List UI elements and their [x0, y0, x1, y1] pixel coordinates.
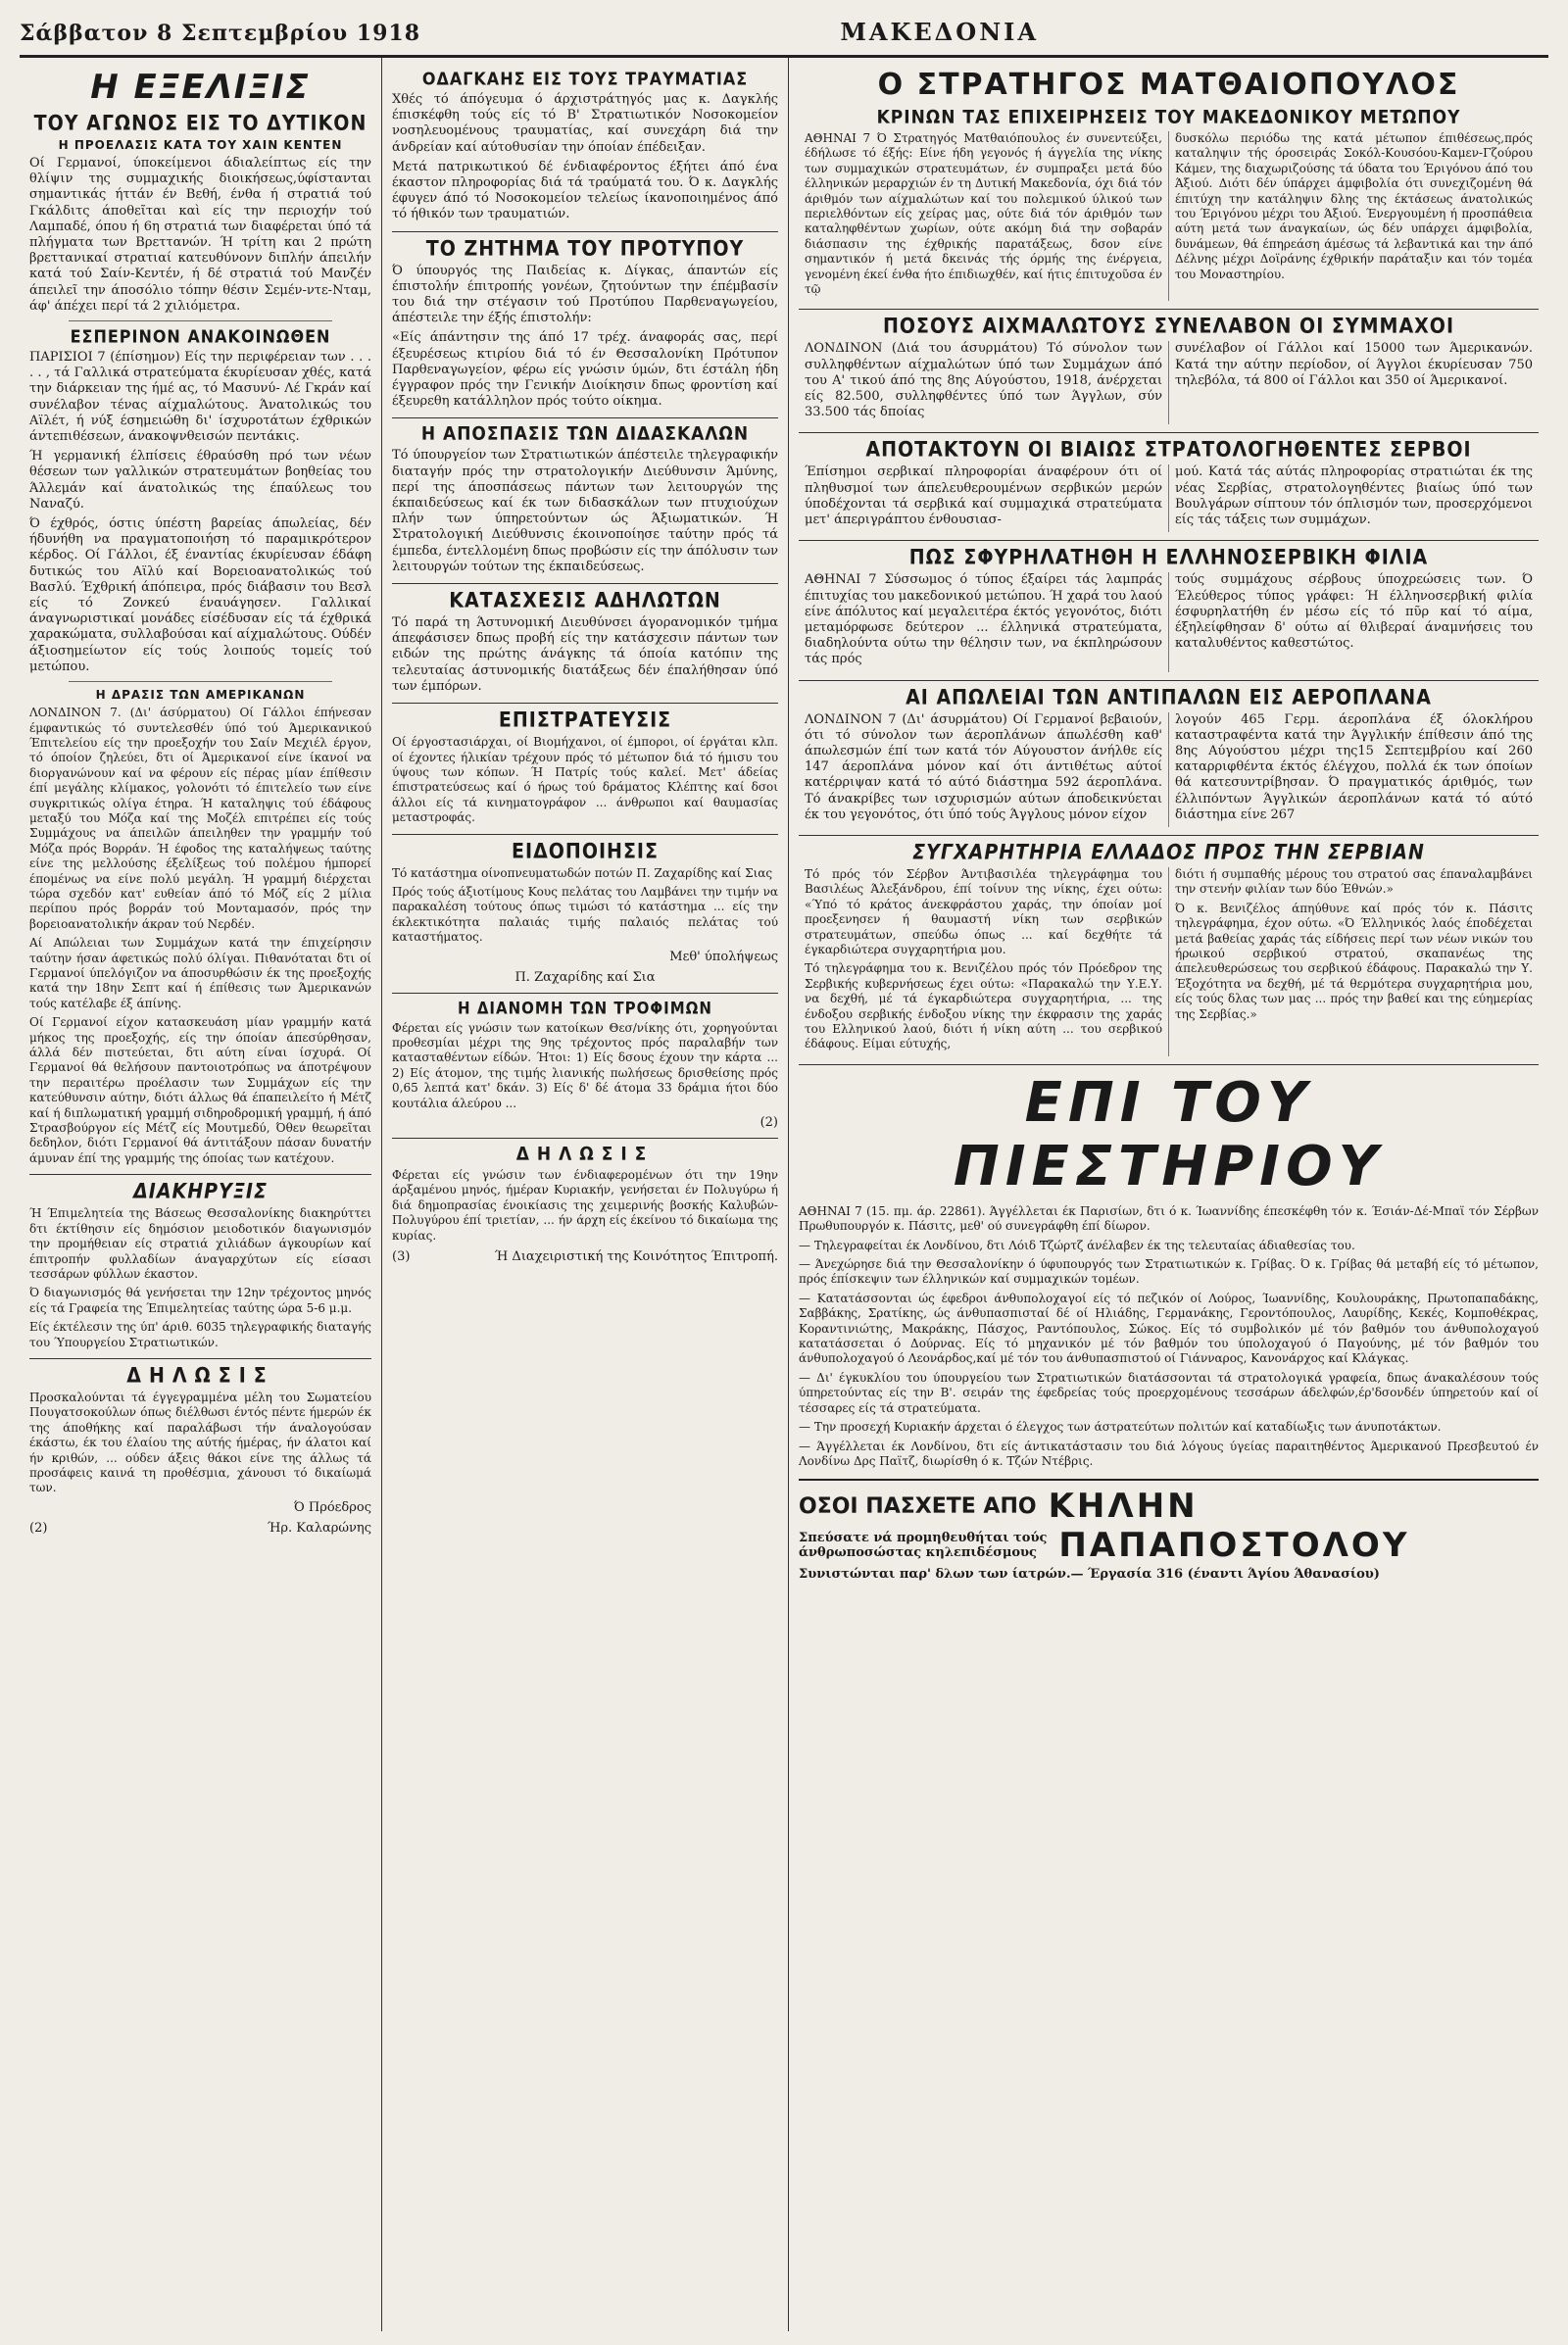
news-item: ΑΘΗΝΑΙ 7 (15. πμ. άρ. 22861). Άγγέλλεται έκ Παρισίων, δτι ό κ. Ίωαννίδης έπεσκέφθη τόν κ. Έσιάν-Δέ-Μπαϊ τόν Σέρβων Πρωθυπουργόν κ. Πάσιτς, μεθ' ού συνεγράφθη έπί δίωρον.: [799, 1203, 1539, 1234]
article-paragraph: ΑΘΗΝΑΙ 7 Ό Στρατηγός Ματθαιόπουλος έν συνεντεύξει, έδήλωσε τό έξής: Είνε ήδη γεγονός ή άγγελία της νίκης των συμμαχικών στρατευμάτων, έν συμπραξει μετά δύο έλληνικών μεραρχιών έν τη Δυτική Μακεδονία, όχι διά τόν άριθμόν των αίχμαλώτων καί του πολεμικού ύλικού των περιελθόντων είς χείρας μας, ούτε διά τόν άριθμόν των καταληφθέντων χωρίων, ούτε ακόμη διά την σοβαράν διάσπασιν της έχθρικής παρατάξεως, δσον είνε σημαντικόν ή μετά δκεινάς τής όρμής της ένέργεια, γενομένη έκεί ένθα ήτο έπιδιωχθέν, καί ήτις έπιτυχοῦσα έν τῷ: [805, 131, 1162, 297]
news-item: — Άγγέλλεται έκ Λονδίνου, δτι είς άντικατάστασιν του διά λόγους ύγείας παραιτηθέντος Άμερικανού Πρεσβευτού έν Λονδίνω Δρς Παϊτζ, διωρίσθη ό κ. Τζών Ντέβρις.: [799, 1439, 1539, 1468]
news-item: — Άνεχώρησε διά την Θεσσαλονίκην ό ύφυπουργός των Στρατιωτικών κ. Γρίβας. Ό κ. Γρίβας θά μεταβή είς τό μέτωπον, πρός έπίσκεψιν των έλληνικών καί συμμαχικών τομέων.: [799, 1257, 1539, 1287]
columns: [20, 58, 1548, 2331]
article-paragraph: Ή γερμανική έλπίσεις έθραύσθη πρό των νέων θέσεων των γαλλικών στρατευμάτων βοηθείας του Άλλεμάν καί άνατολικώς της έπαύλεως του Ναναζύ.: [29, 449, 371, 512]
article-paragraph: δυσκόλω περιόδω της κατά μέτωπον έπιθέσεως,πρός καταληψιν τής όροσειράς Σοκόλ-Κουσόου-Καμεν-Γζούρου Κάμεν, της διαχωριζούσης τά ύδατα του Έριγόνου άπό του Άξιού. Διότι δέν ύπάρχει άμφιβολία ότι συνεχιζομένη θά έπιτύχη την κατάληψιν δλης της έκτάσεως άνατολικώς του Έριγόνου μέχρι του Άξιού. Ένεργουμένη ή προσπάθεια αύτη μετά των άναγκαίων, ώς δέν υπάρχει άμφιβολία, δυνάμεων, θά έπηρεάση άμέσως τά λεβαντικά και την άπό Δέλνης μέχρι Δοϊράνης έχθρικήν παράταξιν και τόν τομέα του Μοναστηρίου.: [1175, 131, 1533, 281]
ad-line-1: [799, 1487, 1539, 1526]
ad-brand: ΠΑΠΑΠΟΣΤΟΛΟΥ: [1058, 1526, 1410, 1566]
news-item: — Κατατάσσονται ώς έφεδροι άνθυπολοχαγοί είς τό πεζικόν οί Λούρος, Ίωαννίδης, Κουλουράκης, Πρωτοπαπαδάκης, Σαββάκης, Σρατίκης, ώς άνθυπασπισταί δέ οί Ηλιάδης, Γερμανάκης, Γεροντόπουλος, Λαυρίδης, Κεκές, Κομποθέκρας, Κοραντινιώτης, Μακράκης, Πάσχος, Ραντόπουλος, Σώκος. Είς τό συμβολικόν μέ τόν βαθμόν του άνθυπολοχαγού κατατάσσεται ό Δούρνας. Είς τό μηχανικόν μέ τόν βαθμόν του ύπολοχαγού ό Παγούνης, μέ τόν βαθμόν του άνθυπολοχαγού ό Λεονάρδος,καί μέ τόν του άνθυπασπιστού οί Γιάνναρος, Κανονάρχος καί Κλάγκας.: [799, 1291, 1539, 1366]
headline-press: ΕΠΙ ΤΟΥ ΠΙΕΣΤΗΡΙΟΥ: [953, 1070, 1385, 1198]
article-two-columns: [799, 131, 1539, 301]
article-paragraph: συνέλαβον οί Γάλλοι καί 15000 των Άμερικανών. Κατά την αύτην περίοδον, οί Άγγλοι έκυρίευσαν 750 τηλεβόλα, τά 800 οί Γάλλοι και 350 οί Άμερικανοί.: [1175, 341, 1533, 388]
headline-mobilization: ΕΠΙΣΤΡΑΤΕΥΣΙΣ: [498, 708, 672, 733]
article-paragraph: Τό τηλεγράφημα του κ. Βενιζέλου πρός τόν Πρόεδρον της Σερβικής κυβερνήσεως έχει ούτω: «Παρακαλώ την Υ.Ε.Υ. να δεχθή, μέ τά έγκαρδιώτερα συγχαρητήρια, ... της ένδοξου σερβικής ένδοξου νίκης την έκφρασιν της χαράς του Ελληνικού λαού, διότι ή νίκη αύτη ... του σερβικού έδάφους. Είμαι εύτυχής,: [805, 961, 1162, 1051]
ad-text: ΟΣΟΙ ΠΑΣΧΕΤΕ ΑΠΟ: [799, 1493, 1037, 1519]
headline-kicker: Η ΠΡΟΕΛΑΣΙΣ ΚΑΤΑ ΤΟΥ ΧΑΙΝ ΚΕΝΤΕΝ: [58, 138, 343, 152]
footer-line: [392, 1249, 778, 1264]
article-paragraph: ΛΟΝΔΙΝΟΝ 7 (Δι' άσυρμάτου) Οί Γερμανοί βεβαιούν, ότι τό σύνολον των άεροπλάνων άπωλέσθη καθ' άπωλεσμών έπί των κατά τόν Αύγουστον άνήλθε είς 147 άεροπλάνα μόνον καί ότι άντιθέτως αύτοί κατέρριψαν κατά τό αύτό διάστημα 592 άεροπλάνα. Τό άνακρίβες των ισχυρισμών αύτων άποδεικνύεται έκ του γεγονότος, ότι ύπό τούς Άγγλους μόνον είχον: [805, 711, 1162, 822]
notice-number: (2): [29, 1520, 48, 1536]
article-paragraph: Ό κ. Βενιζέλος άπηύθυνε καί πρός τόν κ. Πάσιτς τηλεγράφημα, έχον ούτω. «Ό Έλληνικός λαός έποδέχεται μετά βαθείας χαράς τάς είδήσεις περί των νέων νικών του ήρωικού σερβικού στρατού, σκαπανέως της άπελευθερώσεως του σερβικού έδάφους. Παρακαλώ την Υ. Έξοχότητα να δεχθή, μέ τά θερμότερα συγχαρητήρια μου, είς τούς δλας των μας ... πρός την βαθεί και της εύημερίας της Σερβίας.»: [1175, 901, 1533, 1021]
article-paragraph: «Είς άπάντησιν της άπό 17 τρέχ. άναφοράς σας, περί έξευρέσεως κτιρίου διά τό έν Θεσσαλονίκη Πρότυπον Παρθεναγωγείον, φέρω είς γνώσιν ύμών, δτι έστάλη ήδη έγγραφον πρός την Γενικήν Διοίκησιν δπως φροντίση καί έξευρεθη κατάλληλον πρός τούτο οίκημα.: [392, 330, 778, 410]
headline-americans: Η ΔΡΑΣΙΣ ΤΩΝ ΑΜΕΡΙΚΑΝΩΝ: [95, 688, 306, 703]
ad-text: Σπεύσατε νά προμηθευθήται τούς: [799, 1531, 1048, 1546]
divider: [69, 681, 332, 682]
article-paragraph: ΛΟΝΔΙΝΟΝ 7. (Δι' άσύρματου) Οί Γάλλοι έπήνεσαν έμφαντικώς τό συντελεσθέν ύπό τού Άμερικανικού Έπιτελείου είς την προεξοχήν του Σαίν Μεχιέλ έργον, τό όποίον ζηλεύει, δτι οί Άμερικανοί είνε ίκανοί να διοργανώνουν καί να φέρουν είς πέρας μίαν έπίθεσιν έπί μεγάλης κλίμακος, γολονότι τό έπιτελείο των είνε συγκριτικώς ολίγα έτηρα. Ή καταληψις τού έδάφους μεταξύ του Μόζα καί της Μοζέλ επιτρέπει είς τούς Συμμάχους να άπειλῶν άπειληθεν την γραμμήν τού Μόζα πρός Βορράν. Ή έφοδος της καταλήψεως ταύτης είνε της μελλούσης έξελίξεως τού πολέμου ήμπορεί έπομένως να είνε πολύ μεγάλη. Ή γραμμή διέρχεται τώρα σχεδόν κατ' ευθείαν άπό τό Μόζ είς 2 μίλια περίπου πρός βορράν τού Μονταμασόν, πρός την βορειοανατολικήν άκραν τού Νερδέν.: [29, 706, 371, 931]
notice-paragraph: Φέρεται είς γνώσιν των ένδιαφερομένων ότι την 19ην άρξαμένου μηνός, ήμέραν Κυριακήν, γενήσεται έν Πολυγύρω ή διά δημοπρασίας ένοικίασις της χειμερινής βοσκής Καλυβών-Πολυγύρου έπί τριετίαν, ... ήν άρχη είς έκείνου τό δικαίωμα της κυρίας.: [392, 1168, 778, 1243]
divider: [69, 320, 332, 321]
article-paragraph: ΠΑΡΙΣΙΟΙ 7 (έπίσημον) Είς την περιφέρειαν των . . . . . , τά Γαλλικά στρατεύματα έκυρίευσαν χθές, κατά την διάρκειαν της ήμέ ας, τό Μασυνύ- Λέ Γκράν καί συνέλαβον τένας αίχμαλώτους. Άνατολικώς του Αϊλέτ, ή νύξ έσημειώθη δι' ίσχυροτάτων έχθρικών άντεπιθέσεων, άνακοψνθεισών πεντάκις.: [29, 350, 371, 445]
article-paragraph: Έπίσημοι σερβικαί πληροφορίαι άναφέρουν ότι οί πληθυσμοί των άπελευθερουμένων σερβικών μερών ύποδέχονται τά σερβικά καί συμμαχικά στρατεύματα μετ' άπεριγράπτου ένθουσιασ-: [805, 464, 1162, 528]
signature-name: Ήρ. Καλαρώνης: [267, 1520, 371, 1536]
ad-footer: Συνιστώνται παρ' δλων των ίατρών.— Έργασία 316 (έναντι Άγίου Άθανασίου): [799, 1567, 1380, 1583]
headline-declaration: ΔΗΛΩΣΙΣ: [126, 1363, 274, 1389]
headline-general: Ο ΣΤΡΑΤΗΓΟΣ ΜΑΤΘΑΙΟΠΟΥΛΟΣ: [877, 68, 1460, 102]
article-paragraph: Τό ύπουργείον των Στρατιωτικών άπέστειλε τηλεγραφικήν διαταγήν πρός την στρατολογικήν Διεύθυνσιν Άμύνης, περί της άποσπάσεως πάντων των λειτουργών της έκπαιδεύσεως καί έκ των διδασκάλων των πτυχιούχων πλήν των ύπηρετούντων ώς Άξιωματικών. Ή Στρατολογική Διεύθυνσις έκοινοποίησε ταύτην πρός τά έμπεδα, έντελλομένη δπως προβώσιν είς την άπόλυσιν των λειτουργών τούτων της έκπαιδεύσεως.: [392, 448, 778, 574]
article-paragraph: τούς συμμάχους σέρβους ύποχρεώσεις των. Ό Έλεύθερος τύπος γράφει: Ή έλληνοσερβική φιλία έσφυρηλατήθη έν μέσω είς τό πῦρ καί τό αίμα, έξηλείφθησαν δ' ούτω αί θλιβεραί άναμνήσεις του καταλυθέντος καθεστώτος.: [1175, 572, 1533, 652]
masthead: [20, 18, 1548, 58]
signature-committee: Ή Διαχειριστική της Κοινότητος Έπιτροπή.: [494, 1249, 778, 1265]
divider: [799, 540, 1539, 541]
notice-number: (2): [760, 1115, 778, 1130]
divider: [29, 1174, 371, 1175]
article-paragraph: Αί Απώλειαι των Συμμάχων κατά την έπιχείρησιν ταύτην ήσαν άφετικώς πολύ όλίγαι. Πιθανόταται δτι οί Γερμανοί ύπελόγιζον να άποσυρθώσιν έκ της προεξοχής κατά την 18ην Σεπτ καί ή έπίθεσις των Άμερικανών τούς κατέλαβε έξ άπίνης.: [29, 936, 371, 1010]
divider: [799, 835, 1539, 836]
headline-daglis-wounded: ΟΔΑΓΚΑΗΣ ΕΙΣ ΤΟΥΣ ΤΡΑΥΜΑΤΙΑΣ: [421, 69, 749, 89]
masthead-date: Σάββατον 8 Σεπτεμβρίου 1918: [20, 21, 421, 46]
signature-name: Π. Ζαχαρίδης καί Σια: [514, 969, 656, 985]
headline-teachers: Η ΑΠΟΣΠΑΣΙΣ ΤΩΝ ΔΙΔΑΣΚΑΛΩΝ: [420, 423, 750, 446]
article-paragraph: Τό πρός τόν Σέρβον Άντιβασιλέα τηλεγράφημα του Βασιλέως Άλεξάνδρου, έπί τοίνυν της νίκης, έχει ούτω: «Ύπό τό κράτος άνεκφράστου χαράς, την όποίαν μοί προεξενησεν ή θαυμαστή νίκη των σερβικών στρατευμάτων, σπεύδω όπως ... καί δεχθήτε τά έγκαρδιώτερα συγχαρητήρια μου.: [805, 866, 1162, 956]
ad-line-2: [799, 1526, 1539, 1565]
article-paragraph: Ό ύπουργός της Παιδείας κ. Δίγκας, άπαντών είς έπιστολήν έπιτροπής γονέων, ζητούντων την έπέμβασίν του διά την στέγασιν τού Προτύπου Παρθεναγωγείου, άπέστειλε την έξής έπιστολήν:: [392, 263, 778, 326]
signature-title: Ό Πρόεδρος: [293, 1499, 371, 1515]
divider: [392, 231, 778, 232]
divider: [392, 703, 778, 704]
article-paragraph: Μετά πατρικωτικού δέ ένδιαφέροντος έξήτει άπό ένα έκαστον πληροφορίας διά τά τραύματά του. Ό κ. Δαγκλής έφυγεν άπό τό Νοσοκομείον τελείως ίκανοποιημένος άπό τό ήθικόν των τραυματιών.: [392, 159, 778, 222]
article-two-columns: [799, 464, 1539, 532]
notice-paragraph: Προσκαλούνται τά έγγεγραμμένα μέλη του Σωματείου Πουγατσοκούλων όπως διέλθωσι έντός πέντε ήμερών έκ της άποθήκης καί παραλάβωσι τήν άναλογούσαν έκάστω, έκ του έλαίου της αύτής ήμέρας, ήν άλατοι καί ήν κριθών, ... ούδεν άξεις θάκοι είνε της άλλως τά προσάφεις καινά τη προθέσμια, χάνουσι τό δικαίωμά των.: [29, 1390, 371, 1495]
article-two-columns: [799, 341, 1539, 424]
divider: [392, 834, 778, 835]
headline-friendship: ΠΩΣ ΣΦΥΡΗΛΑΤΗΘΗ Η ΕΛΛΗΝΟΣΕΡΒΙΚΗ ΦΙΛΙΑ: [908, 546, 1429, 570]
notice-paragraph: Ό διαγωνισμός θά γενήσεται την 12ην τρέχοντος μηνός είς τά Γραφεία της Έπιμελητείας ταύτης ώρα 5-6 μ.μ.: [29, 1286, 371, 1315]
article-paragraph: Οί έργοστασιάρχαι, οί Βιομήχανοι, οί έμποροι, οί έργάται κλπ. οί έχοντες ήλικίαν τρέχουν πρός τό μέτωπον διά τό ήμισυ του ύψους των κόπων. Ή Πατρίς τούς καλεί. Μετ' άδείας έπιστρατεύσεως καί ό ήρως τού δράματος Κλέπτης καί δσοι άλλοι είς τά κινηματογράφον ... άνθρωποι καί θαυμασίας μεταστροφάς.: [392, 735, 778, 825]
divider: [799, 1064, 1539, 1065]
signature-title: Μεθ' ύπολήψεως: [669, 949, 778, 964]
article-two-columns: [799, 572, 1539, 671]
notice-number: (3): [392, 1249, 411, 1265]
divider: [29, 1358, 371, 1359]
article-paragraph: Ό έχθρός, όστις ύπέστη βαρείας άπωλείας, δέν ήδυνήθη να πραγματοποιήση τό παραμικρότερον κέρδος. Οί Γάλλοι, έξ έναντίας έκυρίευσαν έδάφη δυτικώς του Αϊλύ καί Βορειοανατολικώς τού Βασλύ. Έχθρική άπόπειρα, πρός διάβασιν του Βεσλ είς τό Ζονκεύ έναυάγησεν. Γαλλικαί άναγνωριστικαί μονάδες είσέδυσαν είς τά έχθρικά χαρακώματα, συλλαβούσαι καί αίχμαλώτους. Ούδέν άξιοσημείωτον είς τούς λοιπούς τομείς τού μετώπου.: [29, 516, 371, 674]
headline-food-distribution: Η ΔΙΑΝΟΜΗ ΤΩΝ ΤΡΟΦΙΜΩΝ: [458, 998, 712, 1018]
news-item: — Την προσεχή Κυριακήν άρχεται ό έλεγχος των άστρατεύτων πολιτών καί καταδίωξις των άνυποτάκτων.: [799, 1420, 1442, 1435]
divider: [799, 680, 1539, 681]
article-paragraph: ΑΘΗΝΑΙ 7 Σύσσωμος ό τύπος έξαίρει τάς λαμπράς έπιτυχίας του μακεδονικού μετώπου. Ή χαρά του λαού είνε άπόλυτος καί μεγαλειτέρα έκτός γεγονότος, διότι μεταμόρφωσε δεύτερον ... έλληνικά στρατεύματα, διαδηλούντα ούτω την θέλησιν των, να έκπληρώσουν τάς πρός: [805, 572, 1162, 667]
article-paragraph: μού. Κατά τάς αύτάς πληροφορίας στρατιώται έκ της νέας Σερβίας, στρατολογηθέντες βιαίως ύπό των Βουλγάρων σίπτουν τόν όπλισμόν των, προσερχόμενοι είς τάς τάξεις των συμμάχων.: [1175, 464, 1533, 528]
article-paragraph: λογούν 465 Γερμ. άεροπλάνα έξ όλοκλήρου καταστραφέντα κατά την Άγγλικήν έπίθεσιν άπό της 8ης Αύγούστου μέχρι της15 Σεπτεμβρίου καί 260 καταρριφθέντα έκτός έλέγχου, πολλά έκ των όποίων θά κατεσυντρίβησαν. Ό πραγματικός άριθμός, των έλλιπόντων Άγγλικών άεροπλάνων κατά τό αύτό διάστημα είνε 267: [1175, 711, 1533, 822]
news-item: — Δι' έγκυκλίου του ύπουργείου των Στρατιωτικών διατάσσονται τά στρατολογικά γραφεία, δπως άνακαλέσουν τούς ύπηρετούντας είς την Β'. σειράν της έφεδρείας τούς προερχομένους τεσσάρων άδελφών,έρ'δσονδέν ύπηρετούν καί οί τέσσαρες είς τά στρατεύματα.: [799, 1370, 1539, 1415]
divider: [392, 417, 778, 418]
ad-headline: ΚΗΛΗΝ: [1048, 1487, 1199, 1527]
headline-model-school: ΤΟ ΖΗΤΗΜΑ ΤΟΥ ΠΡΟΤΥΠΟΥ: [425, 236, 745, 261]
divider: [392, 583, 778, 584]
notice-paragraph: Ή Έπιμελητεία της Βάσεως Θεσσαλονίκης διακηρύττει δτι έκτίθησιν είς δημόσιον μειοδοτικόν διαγωνισμόν την προμήθειαν είς στρατιά χιλιάδων άγκουρίων καί έπιτροπήν φυλλαδίων άναγαρχύτων είς είσασι τεσσάρων φύλλων έκαστον.: [29, 1206, 371, 1281]
divider: [799, 432, 1539, 433]
article-paragraph: Τό παρά τη Άστυνομική Διευθύνσει άγορανομικόν τμήμα άπεφάσισεν δπως προβή είς την κατάσχεσιν πάντων των ειδών της πρώτης άνάγκης τά όποία κατόπιν της τελευταίας άστυνομικής διατάξεως δέν έπαλήθησαν ύπό των έμπόρων.: [392, 615, 778, 694]
article-paragraph: Οί Γερμανοί, ύποκείμενοι άδιαλείπτως είς την θλίψιν της συμμαχικής διοικήσεως,ύφίστανται σημαντικάς ήττάν έν Βεθή, ένθα ή στρατιά τού Γκάλδιτς άποθεῖται καὶ είς την περιοχήν τού Λαμπαδέ, όπου ή 6η στρατιά των διαφέρεται ύπό τά πλήγματα των Βρεττανών. Ή τρίτη και 2 πρώτη βρεττανικαί στρατιαί κατευθύνονν διπλήν άπειλήν κατά τού Σαίν-Κεντέν, ή δέ στρατιά τού Μανζέν άπειλεῖ την άποσόλιο τόπην θέσιν Σεμέν-ντε-Νταμ, άφ' άπέχει περί τά 2 χιλιόμετρα.: [29, 156, 371, 314]
article-two-columns: [799, 867, 1539, 1056]
article-paragraph: διότι ή συμπαθής μέρους του στρατού σας έπαναλαμβάνει την στενήν φιλίαν των δύο Έθνών.»: [1175, 866, 1533, 897]
headline-notice: ΕΙΔΟΠΟΙΗΣΙΣ: [512, 839, 659, 863]
article-two-columns: [799, 712, 1539, 827]
divider: [392, 1138, 778, 1139]
headline-main: Η ΕΞΕΛΙΞΙΣ: [90, 68, 311, 107]
footer-line: [29, 1521, 371, 1536]
headline-general-sub: ΚΡΙΝΩΝ ΤΑΣ ΕΠΙΧΕΙΡΗΣΕΙΣ ΤΟΥ ΜΑΚΕΔΟΝΙΚΟΥ ΜΕΤΩΠΟΥ: [876, 107, 1461, 128]
masthead-paper-name: ΜΑΚΕΔΟΝΙΑ: [840, 18, 1039, 46]
headline-declaration: ΔΗΛΩΣΙΣ: [515, 1144, 655, 1165]
headline-main-sub: ΤΟΥ ΑΓΩΝΟΣ ΕΙΣ ΤΟ ΔΥΤΙΚΟΝ: [33, 111, 368, 136]
article-paragraph: ΛΟΝΔΙΝΟΝ (Διά του άσυρμάτου) Τό σύνολον των συλληφθέντων αίχμαλώτων ύπό των Συμμάχων άπό του Α' τικού άπό της 8ης Αύγούστου, 1918, άνέρχεται είς 82.500, συλληφθέντες ύπό των Άγγλων, σύν 33.500 τάς δποίας: [805, 341, 1162, 420]
ad-text: άνθρωποσώστας κηλεπιδέσμους: [799, 1545, 1037, 1561]
notice-paragraph: Πρός τούς άξιοτίμους Κους πελάτας του Λαμβάνει την τιμήν να παρακαλέση τούτους όπως τιμώσι τό κατάστημα ... είς την έκλεκτικότητα παλαιάς τιμής παλαιός πελάτας τού καταστήματος.: [392, 884, 778, 945]
advertisement: [799, 1479, 1539, 1582]
headline-evening-communique: ΕΣΠΕΡΙΝΟΝ ΑΝΑΚΟΙΝΩΘΕΝ: [70, 326, 331, 347]
column-2: [382, 58, 789, 2331]
headline-proclamation: ΔΙΑΚΗΡΥΞΙΣ: [133, 1180, 268, 1204]
divider: [392, 993, 778, 994]
column-3: [789, 58, 1548, 2331]
article-paragraph: Οί Γερμανοί είχον κατασκευάση μίαν γραμμήν κατά μήκος της προεξοχής, είς την όποίαν άπεσύρθησαν, άλλά δέν πιστεύεται, δτι αύτη είναι ίσχυρά. Οί Γερμανοί θά θελήσουν παντοιοτρόπως να άποτρέψουν την περαιτέρω προέλασιν των Συμμάχων είς την κατεύθυνσιν αύτην, διότι άλλως θά έπαπειλείτο ή Μέτζ καί ή διπλωματική γραμμή σιδηροδρομική γραμμή, ή άπό Στρασβούργον είς Μέτζ είς Μουτμεδύ, Όθεν θεωρεῖται δεδηλον, διότι Γερμανοί θά άντιτάξουν πάσαν δυνατήν άμυναν έπί της γραμμής της όποίας των κατέχουν.: [29, 1015, 371, 1165]
column-1: [20, 58, 382, 2331]
notice-paragraph: Είς έκτέλεσιν της ύπ' άριθ. 6035 τηλεγραφικής διαταγής του Ύπουργείου Στρατιωτικών.: [29, 1320, 371, 1349]
headline-serbs-desert: ΑΠΟΤΑΚΤΟΥΝ ΟΙ ΒΙΑΙΩΣ ΣΤΡΑΤΟΛΟΓΗΘΕΝΤΕΣ ΣΕΡΒΟΙ: [865, 438, 1472, 463]
divider: [799, 309, 1539, 310]
article-paragraph: Χθές τό άπόγευμα ό άρχιστράτηγός μας κ. Δαγκλής έπισκέφθη τούς είς τό Β' Στρατιωτικόν Νοσοκομείον νοσηλευομένους τραυματίας, καί συνεχάρη διά την άνδρείαν καί αύτοθυσίαν την όποίαν έπέδειξαν.: [392, 92, 778, 155]
news-item: — Τηλεγραφείται έκ Λονδίνου, δτι Λόιδ Τζώρτζ άνέλαβεν έκ της τελευταίας άδιαθεσίας του.: [799, 1238, 1355, 1252]
notice-paragraph: Τό κατάστημα οίνοπνευματωδών ποτών Π. Ζαχαρίδης καί Σιας: [392, 865, 773, 880]
article-paragraph: Φέρεται είς γνώσιν των κατοίκων Θεσ/νίκης ότι, χορηγούνται προθεσμίαι μέχρι της 9ης τρέχοντος πρός παραλαβήν των κατασταθέντων είδών. Ήτοι: 1) Είς δσους έχουν την κάρτα ... 2) Είς άτομον, της τιμής λιανικής πωλήσεως δρισθείσης πρός 0,65 λεπτά κατ' δκάν. 3) Είς δ' δέ άτομα 33 δράμια ήτοι δύο κουτάλια άλεύρου ...: [392, 1020, 778, 1110]
headline-airplanes: ΑΙ ΑΠΩΛΕΙΑΙ ΤΩΝ ΑΝΤΙΠΑΛΩΝ ΕΙΣ ΑΕΡΟΠΛΑΝΑ: [906, 685, 1432, 709]
headline-prisoners: ΠΟΣΟΥΣ ΑΙΧΜΑΛΩΤΟΥΣ ΣΥΝΕΛΑΒΟΝ ΟΙ ΣΥΜΜΑΧΟΙ: [882, 315, 1455, 339]
headline-seizures: ΚΑΤΑΣΧΕΣΙΣ ΑΔΗΛΩΤΩΝ: [449, 588, 721, 613]
headline-congratulations: ΣΥΓΧΑΡΗΤΗΡΙΑ ΕΛΛΑΔΟΣ ΠΡΟΣ ΤΗΝ ΣΕΡΒΙΑΝ: [912, 840, 1425, 865]
